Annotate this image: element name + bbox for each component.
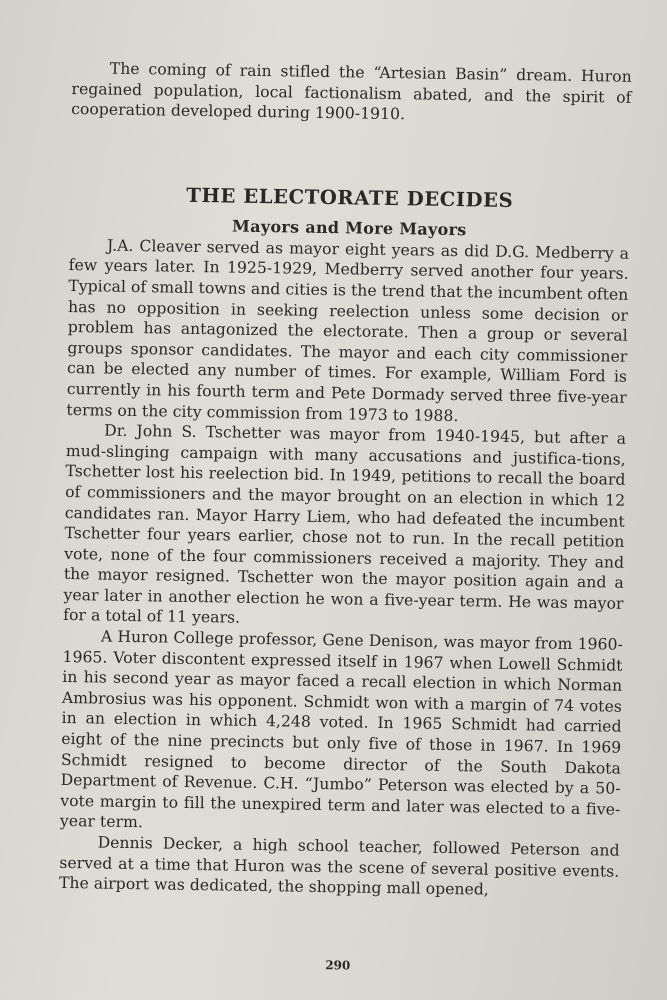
body-paragraph-4: Dennis Decker, a high school teacher, followed Peterson and served at a time that Huron was the scene of several positive events. The airport was dedicated, the shopping mall opened, bbox=[58, 833, 620, 899]
page-number: 290 bbox=[325, 958, 351, 973]
section-heading: THE ELECTORATE DECIDES bbox=[186, 183, 514, 212]
book-page bbox=[57, 58, 632, 997]
intro-paragraph: The coming of rain stifled the “Artesian Basin” dream. Huron regained population, local factionalism abated, and the spirit of cooperation developed during 1900-1910. bbox=[71, 59, 632, 124]
section-subheading: Mayors and More Mayors bbox=[232, 216, 467, 239]
body-paragraph-2: Dr. John S. Tschetter was mayor from 1940-1945, but after a mud-slinging campaign with many accusations and justifica-tions, Tschetter lost his reelection bid. In 1949, petitions to recall the board of commissioners and the mayor brought on an election in which 12 candidates ran. Mayor Harry Liem, who had defeated the incumbent Tschetter four years earlier, chose not to run. In the recall petition vote, none of the four commissioners received a majority. They and the mayor resigned. Tschetter won the mayor position again and a year later in another election he won a five-year term. He was mayor for a total of 11 years. bbox=[63, 421, 627, 628]
body-paragraph-3: A Huron College professor, Gene Denison, was mayor from 1960-1965. Voter discontent expressed itself in 1967 when Lowell Schmidt in his second year as mayor faced a recall election in which Norman Ambrosius was his opponent. Schmidt won with a margin of 74 votes in an election in which 4,248 voted. In 1965 Schmidt had carried eight of the nine precincts but only five of those in 1967. In 1969 Schmidt resigned to become director of the South Dakota Department of Revenue. C.H. “Jumbo” Peterson was elected by a 50-vote margin to fill the unexpired term and later was elected to a five-year term. bbox=[59, 627, 623, 832]
body-paragraph-1: J.A. Cleaver served as mayor eight years as did D.G. Medberry a few years later. In 1925-1929, Medberry served another four years. Typical of small towns and cities is the trend that the incumbent often has no opposition in seeking reelection unless some decision or problem has antagonized the electorate. Then a group or several groups sponsor candidates. The mayor and each city commissioner can be elected any number of times. For example, William Ford is currently in his fourth term and Pete Dormady served three five-year terms on the city commission from 1973 to 1988. bbox=[66, 236, 630, 425]
